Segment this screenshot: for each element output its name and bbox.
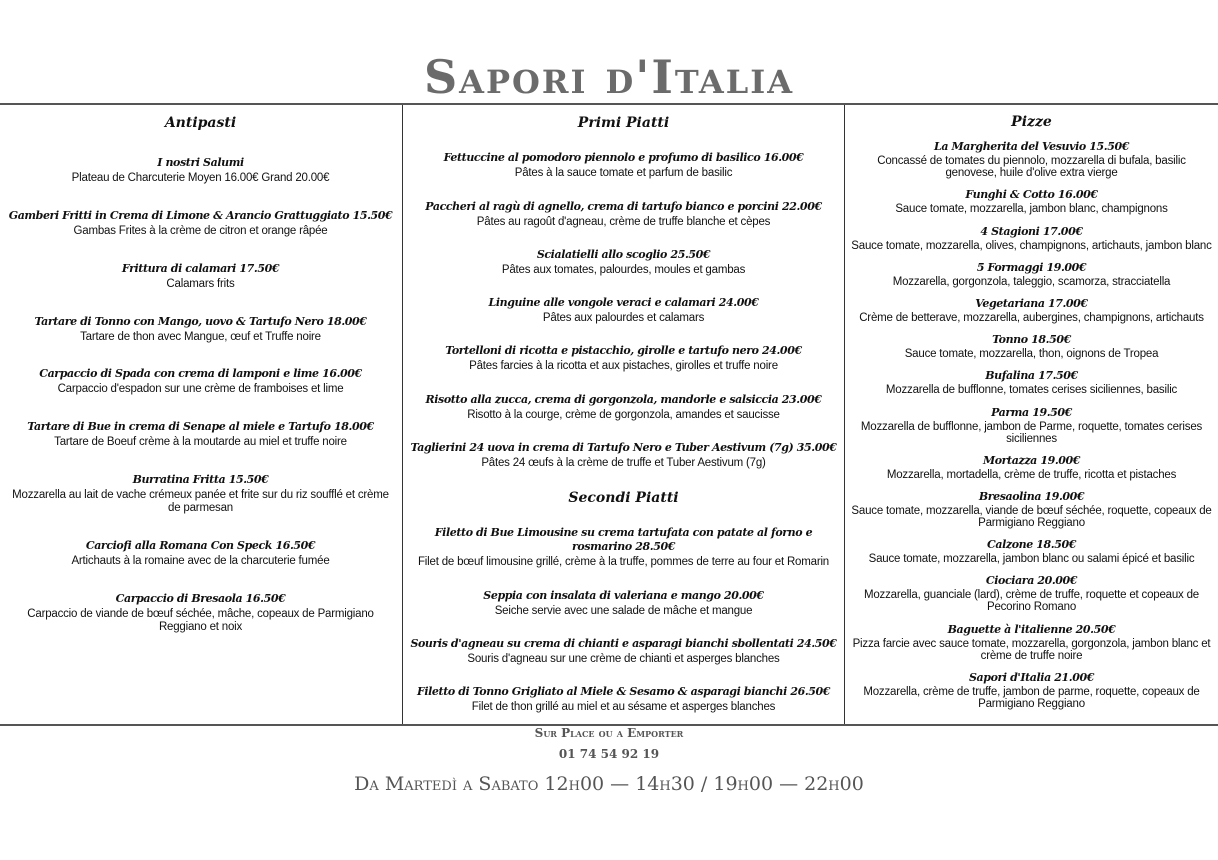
dish-name: Filetto di Bue Limousine su crema tartufata con patate al forno e rosmarino <box>434 526 813 554</box>
opening-hours: Da Martedì a Sabato 12h00 — 14h30 / 19h00 — 22h00 <box>354 773 864 795</box>
menu-item <box>851 297 1212 324</box>
restaurant-title: Sapori d'Italia <box>423 50 795 104</box>
pizze-column <box>845 105 1218 724</box>
dish-name-line <box>851 297 1212 311</box>
dish-price: 21.00€ <box>1054 670 1094 684</box>
dish-price: 16.00€ <box>1057 188 1098 202</box>
dish-name-line <box>851 140 1212 154</box>
menu-item <box>5 420 396 449</box>
menu-item <box>409 526 838 569</box>
secondi-heading: Secondi Piatti <box>568 490 679 506</box>
dish-price: 35.00€ <box>796 440 837 454</box>
dish-price: 19.00€ <box>1044 490 1085 504</box>
dish-description: Tartare de thon avec Mangue, œuf et Truffe noire <box>80 330 321 343</box>
dish-name: Carciofi alla Romana Con Speck <box>85 539 272 552</box>
dish-name: Carpaccio di Spada con crema di lamponi e lime <box>39 367 319 381</box>
dish-description: Pâtes à la sauce tomate et parfum de basilic <box>514 167 733 180</box>
dish-name-line <box>409 200 838 214</box>
dish-description: Artichauts à la romaine avec de la charcuterie fumée <box>71 555 330 567</box>
dish-name-line <box>851 369 1212 383</box>
dish-price: 16.50€ <box>275 539 316 552</box>
dish-name: Tartare di Bue in crema di Senape al miele e Tartufo <box>27 420 331 434</box>
dish-name: Linguine alle vongole veraci e calamari <box>488 296 716 309</box>
primi-secondi-column <box>402 105 845 724</box>
menu-item <box>5 592 396 634</box>
menu-item <box>5 367 396 396</box>
dish-name: Ciociara <box>985 574 1034 588</box>
menu-item <box>5 262 396 291</box>
menu-item <box>5 473 396 515</box>
dish-description: Sauce tomate, mozzarella, viande de bœuf séchée, roquette, copeaux de Parmigiano Reggiano <box>851 505 1212 530</box>
dish-description: Calamars frits <box>166 277 235 290</box>
dish-name-line <box>851 225 1212 239</box>
dish-description: Pâtes farcies à la ricotta et aux pistaches, girolles et truffe noire <box>469 360 778 373</box>
dish-name-line <box>409 296 838 310</box>
menu-item <box>851 574 1212 613</box>
pizze-heading: Pizze <box>1011 114 1052 130</box>
menu-item <box>851 140 1212 179</box>
dish-name-line <box>409 151 838 165</box>
dish-description: Risotto à la courge, crème de gorgonzola, amandes et saucisse <box>467 408 780 421</box>
dish-price: 25.50€ <box>670 247 711 261</box>
menu-item <box>5 156 396 185</box>
dish-description: Plateau de Charcuterie Moyen 16.00€ Grand 20.00€ <box>71 171 330 184</box>
dish-name-line <box>851 406 1212 420</box>
menu-item <box>851 369 1212 396</box>
dish-price: 24.50€ <box>796 636 837 650</box>
dish-price: 24.00€ <box>718 296 759 309</box>
dish-name-line <box>851 490 1212 504</box>
dish-name: Scialatielli allo scoglio <box>536 247 667 261</box>
dish-name: Fettuccine al pomodoro piennolo e profumo di basilico <box>443 151 761 165</box>
menu-item <box>851 406 1212 445</box>
menu-item <box>409 589 838 618</box>
dish-description: Mozzarella de bufflonne, jambon de Parme, roquette, tomates cerises siciliennes <box>860 420 1203 445</box>
dish-name-line <box>851 671 1212 685</box>
dish-description: Tartare de Boeuf crème à la moutarde au miel et truffe noire <box>54 436 347 449</box>
dish-name: Filetto di Tonno Grigliato al Miele & Sesamo & asparagi bianchi <box>416 685 787 698</box>
dish-price: 17.50€ <box>239 261 280 275</box>
menu-item <box>409 441 838 470</box>
service-note: Sur Place ou a Emporter <box>534 726 684 740</box>
dish-price: 19.00€ <box>1046 260 1087 274</box>
dish-name-line <box>409 526 838 554</box>
dish-description: Pâtes 24 œufs à la crème de truffe et Tuber Aestivum (7g) <box>481 456 766 469</box>
dish-name: Tonno <box>992 333 1028 347</box>
menu-item <box>851 188 1212 215</box>
dish-name: Souris d'agneau su crema di chianti e asparagi bianchi sbollentati <box>410 636 794 650</box>
dish-name-line <box>409 637 838 651</box>
dish-price: 15.50€ <box>228 473 269 487</box>
dish-description: Seiche servie avec une salade de mâche et mangue <box>494 604 753 617</box>
antipasti-heading: Antipasti <box>164 115 237 131</box>
dish-price: 23.00€ <box>781 392 822 406</box>
dish-price: 18.50€ <box>1036 538 1076 552</box>
dish-description: Mozzarella au lait de vache crémeux panée et frite sur du riz soufflé et crème de parmesan <box>12 489 389 515</box>
dish-name-line <box>409 393 838 407</box>
menu-item <box>851 671 1212 710</box>
menu-frame <box>0 103 1218 726</box>
dish-name-line <box>851 538 1212 552</box>
dish-name: Frittura di calamari <box>121 261 236 275</box>
dish-price: 15.50€ <box>352 208 393 222</box>
dish-name: Tortelloni di ricotta e pistacchio, girolle e tartufo nero <box>445 344 759 358</box>
dish-name: Gamberi Fritti in Crema di Limone & Arancio Grattuggiato <box>8 208 350 222</box>
dish-name-line <box>409 248 838 262</box>
dish-description: Pâtes aux palourdes et calamars <box>542 312 705 324</box>
dish-description: Sauce tomate, mozzarella, jambon blanc ou salami épicé et basilic <box>868 553 1195 566</box>
dish-name-line <box>851 261 1212 275</box>
dish-name-line <box>5 262 396 276</box>
dish-name-line <box>851 188 1212 202</box>
dish-name-line <box>5 367 396 381</box>
dish-name-line <box>5 315 396 329</box>
dish-name: La Margherita del Vesuvio <box>934 140 1086 154</box>
dish-price: 17.50€ <box>1038 369 1078 383</box>
dish-price: 16.50€ <box>245 591 286 605</box>
dish-name: Mortazza <box>982 453 1037 467</box>
dish-price: 19.50€ <box>1032 405 1072 419</box>
dish-description: Sauce tomate, mozzarella, thon, oignons de Tropea <box>904 348 1159 361</box>
dish-price: 24.00€ <box>762 344 802 358</box>
dish-description: Filet de bœuf limousine grillé, crème à la truffe, pommes de terre au four et Romarin <box>417 556 830 569</box>
dish-name-line <box>5 592 396 606</box>
dish-name: 4 Stagioni <box>980 224 1040 238</box>
dish-name: Baguette à l'italienne <box>947 622 1073 636</box>
dish-name-line <box>5 156 396 170</box>
dish-price: 26.50€ <box>790 685 831 698</box>
dish-name: Carpaccio di Bresaola <box>115 591 243 605</box>
dish-name: I nostri Salumi <box>157 155 244 169</box>
dish-name-line <box>851 454 1212 468</box>
dish-price: 20.00€ <box>1037 574 1078 588</box>
dish-name: Paccheri al ragù di agnello, crema di tartufo bianco e porcini <box>425 199 779 213</box>
dish-description: Carpaccio de viande de bœuf séchée, mâche, copeaux de Parmigiano Reggiano et noix <box>27 607 374 633</box>
dish-name: Tartare di Tonno con Mango, uovo & Tartufo Nero <box>34 314 324 328</box>
menu-item <box>409 637 838 666</box>
antipasti-column <box>0 105 402 724</box>
dish-name: Bufalina <box>985 369 1035 383</box>
menu-item <box>851 261 1212 288</box>
dish-price: 20.50€ <box>1075 622 1116 636</box>
dish-description: Sauce tomate, mozzarella, olives, champignons, artichauts, jambon blanc <box>851 239 1212 252</box>
menu-item <box>5 209 396 238</box>
dish-name-line <box>409 344 838 358</box>
dish-name: Sapori d'Italia <box>969 670 1051 684</box>
menu-item <box>409 344 838 373</box>
dish-price: 28.50€ <box>635 540 675 554</box>
dish-description: Sauce tomate, mozzarella, jambon blanc, champignons <box>895 203 1168 216</box>
menu-item <box>851 538 1212 565</box>
dish-name-line <box>5 473 396 487</box>
dish-name: Burratina Fritta <box>132 473 226 487</box>
dish-description: Crème de betterave, mozzarella, aubergines, champignons, artichauts <box>859 312 1204 325</box>
dish-name-line <box>5 539 396 553</box>
menu-item <box>851 623 1212 662</box>
dish-price: 18.00€ <box>334 420 374 434</box>
dish-price: 15.50€ <box>1089 140 1129 154</box>
dish-description: Filet de thon grillé au miel et au sésame et asperges blanches <box>471 701 776 713</box>
dish-name-line <box>851 623 1212 637</box>
dish-name-line <box>409 441 838 455</box>
dish-price: 20.00€ <box>723 588 764 602</box>
dish-description: Mozzarella, gorgonzola, taleggio, scamorza, stracciatella <box>892 275 1171 288</box>
dish-name-line <box>5 420 396 434</box>
dish-name: Calzone <box>987 538 1033 552</box>
dish-price: 22.00€ <box>782 199 822 213</box>
dish-description: Carpaccio d'espadon sur une crème de framboises et lime <box>57 383 344 396</box>
dish-name-line <box>851 574 1212 588</box>
menu-item <box>409 248 838 277</box>
dish-description: Souris d'agneau sur une crème de chianti et asperges blanches <box>467 652 780 665</box>
dish-name: 5 Formaggi <box>976 260 1043 274</box>
dish-price: 19.00€ <box>1040 453 1081 467</box>
dish-name: Vegetariana <box>975 297 1045 311</box>
dish-name-line <box>409 685 838 699</box>
primi-heading: Primi Piatti <box>577 115 670 131</box>
menu-item <box>5 315 396 344</box>
dish-name: Taglierini 24 uova in crema di Tartufo Nero e Tuber Aestivum (7g) <box>410 440 794 454</box>
dish-description: Mozzarella, mortadella, crème de truffe, ricotta et pistaches <box>886 468 1177 481</box>
menu-item <box>409 151 838 180</box>
dish-description: Pâtes au ragoût d'agneau, crème de truffe blanche et cèpes <box>476 215 771 228</box>
dish-description: Gambas Frites à la crème de citron et orange râpée <box>73 224 328 237</box>
dish-name-line <box>5 209 396 223</box>
dish-name-line <box>409 589 838 603</box>
dish-description: Mozzarella, crème de truffe, jambon de parme, roquette, copeaux de Parmigiano Reggiano <box>863 685 1200 710</box>
menu-item <box>5 539 396 568</box>
menu-item <box>851 225 1212 252</box>
dish-price: 18.50€ <box>1031 333 1071 347</box>
dish-name: Seppia con insalata di valeriana e mango <box>483 588 721 602</box>
menu-item <box>409 296 838 325</box>
dish-price: 16.00€ <box>322 367 362 381</box>
dish-name: Funghi & Cotto <box>965 188 1055 202</box>
dish-name: Parma <box>991 405 1029 419</box>
dish-description: Pâtes aux tomates, palourdes, moules et gambas <box>501 263 746 276</box>
dish-name-line <box>851 333 1212 347</box>
dish-price: 17.00€ <box>1042 224 1083 238</box>
dish-description: Mozzarella de bufflonne, tomates cerises siciliennes, basilic <box>885 384 1178 397</box>
menu-item <box>409 685 838 714</box>
menu-item <box>409 200 838 229</box>
dish-description: Pizza farcie avec sauce tomate, mozzarella, gorgonzola, jambon blanc et crème de truffe noire <box>852 637 1211 662</box>
menu-item <box>851 333 1212 360</box>
menu-item <box>409 393 838 422</box>
dish-name: Bresaolina <box>978 490 1042 504</box>
dish-description: Mozzarella, guanciale (lard), crème de truffe, roquette et copeaux de Pecorino Romano <box>863 589 1199 614</box>
dish-description: Concassé de tomates du piennolo, mozzarella di bufala, basilic genovese, huile d'olive extra vierge <box>877 155 1186 180</box>
menu-item <box>851 490 1212 529</box>
dish-price: 16.00€ <box>763 151 804 165</box>
dish-price: 17.00€ <box>1047 297 1088 311</box>
dish-price: 18.00€ <box>326 314 367 328</box>
phone-number: 01 74 54 92 19 <box>558 747 660 761</box>
dish-name: Risotto alla zucca, crema di gorgonzola, mandorle e salsiccia <box>425 392 779 406</box>
menu-item <box>851 454 1212 481</box>
